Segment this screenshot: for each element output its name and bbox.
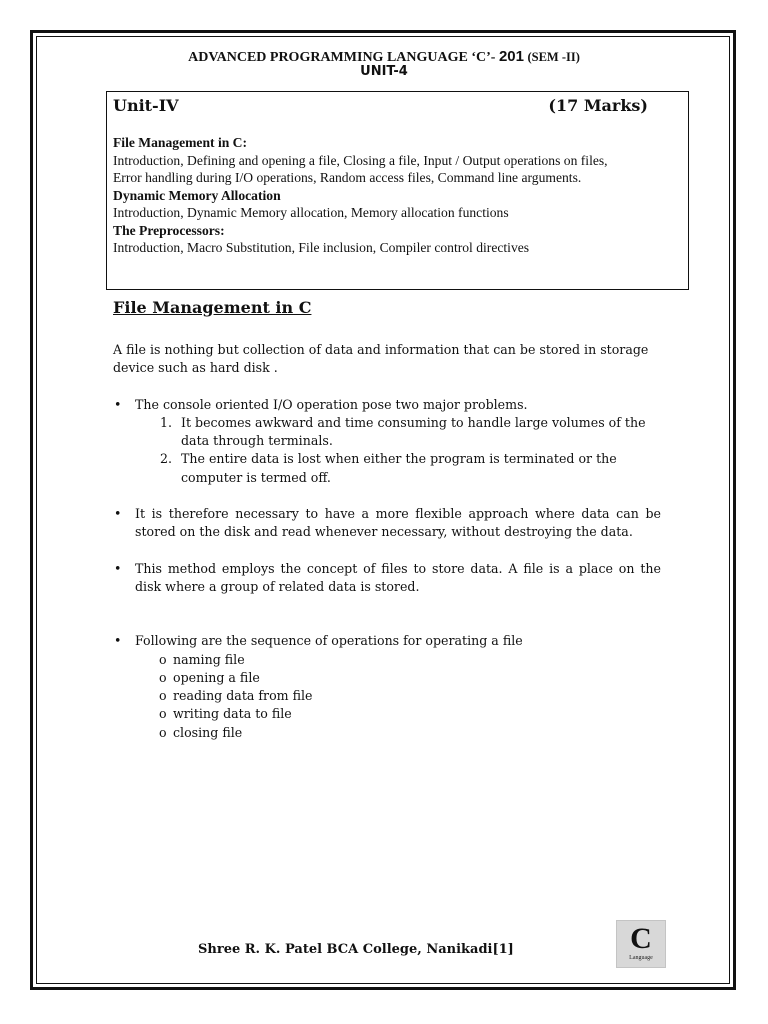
list-item bbox=[113, 687, 661, 705]
page-footer: Shree R. K. Patel BCA College, Nanikadi[1] bbox=[198, 942, 514, 957]
list-item-text: writing data to file bbox=[173, 706, 292, 722]
bullet-flexible-approach: • It is therefore necessary to have a more flexible approach where data can be stored on the disk and read whenever necessary, without destroying the data. bbox=[113, 505, 661, 542]
syllabus-box bbox=[106, 91, 689, 290]
document-header-unit: UNIT-4 bbox=[360, 64, 408, 79]
c-language-logo bbox=[616, 920, 666, 968]
list-item bbox=[113, 724, 661, 742]
syllabus-topics bbox=[113, 134, 683, 257]
list-item-text: opening a file bbox=[173, 669, 260, 685]
list-item-text: The entire data is lost when either the program is terminated or the computer is termed off. bbox=[181, 451, 617, 485]
list-marker: o bbox=[159, 724, 167, 740]
list-item-text: It becomes awkward and time consuming to handle large volumes of the data through terminals. bbox=[181, 414, 646, 449]
syllabus-line: Introduction, Dynamic Memory allocation, Memory allocation functions bbox=[113, 205, 509, 220]
syllabus-marks: (17 Marks) bbox=[548, 96, 648, 115]
syllabus-line: Introduction, Defining and opening a file, Closing a file, Input / Output operations on files, bbox=[113, 152, 608, 168]
list-number: 1. bbox=[160, 414, 173, 430]
syllabus-heading-dynamic-memory: Dynamic Memory Allocation bbox=[113, 187, 281, 203]
list-marker: o bbox=[159, 669, 167, 685]
section-body bbox=[113, 341, 661, 742]
list-item bbox=[113, 651, 661, 669]
list-item bbox=[113, 450, 661, 487]
list-item bbox=[113, 414, 661, 451]
header-course-name: ADVANCED PROGRAMMING LANGUAGE ‘C’- bbox=[188, 50, 499, 65]
intro-paragraph: A file is nothing but collection of data and information that can be stored in storage device such as hard disk . bbox=[113, 342, 649, 376]
problems-list bbox=[113, 414, 661, 487]
logo-caption: Language bbox=[629, 955, 653, 961]
list-marker: o bbox=[159, 688, 167, 704]
bullet-text: • The console oriented I/O operation pose two major problems. bbox=[135, 396, 528, 412]
bullet-file-operations: • Following are the sequence of operations for operating a file bbox=[113, 632, 661, 650]
list-item bbox=[113, 705, 661, 723]
syllabus-line: Error handling during I/O operations, Random access files, Command line arguments. bbox=[113, 170, 582, 185]
syllabus-line: Introduction, Macro Substitution, File inclusion, Compiler control directives bbox=[113, 240, 530, 255]
list-marker: o bbox=[159, 706, 167, 722]
list-item-text: closing file bbox=[173, 724, 243, 740]
operations-list bbox=[113, 651, 661, 742]
bullet-files-concept: • This method employs the concept of files to store data. A file is a place on the disk where a group of related data is stored. bbox=[113, 560, 661, 597]
logo-letter: C bbox=[630, 922, 652, 955]
header-course-number: 201 bbox=[498, 48, 524, 65]
section-title: File Management in C bbox=[113, 298, 312, 317]
list-number: 2. bbox=[160, 451, 173, 467]
header-semester: (SEM -II) bbox=[527, 50, 580, 64]
bullet-console-io bbox=[113, 396, 661, 414]
syllabus-heading-file-management: File Management in C: bbox=[113, 135, 248, 150]
syllabus-unit: Unit-IV bbox=[113, 96, 179, 115]
syllabus-heading-preprocessors: The Preprocessors: bbox=[113, 222, 225, 238]
list-marker: o bbox=[159, 651, 167, 667]
list-item-text: naming file bbox=[173, 651, 245, 667]
list-item bbox=[113, 669, 661, 687]
list-item-text: reading data from file bbox=[173, 688, 313, 704]
